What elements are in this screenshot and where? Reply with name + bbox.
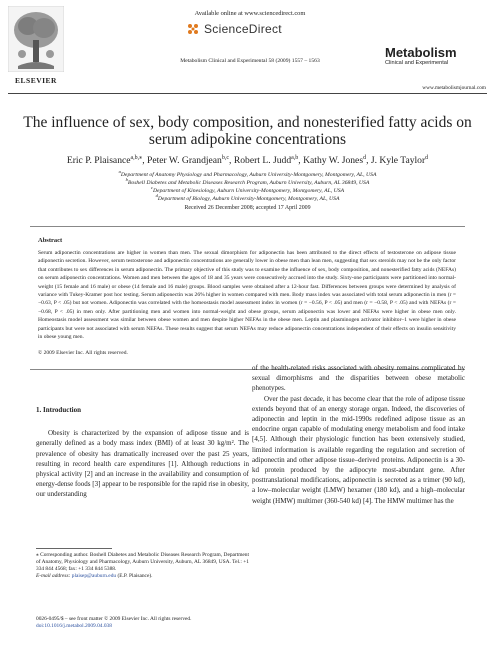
journal-citation: Metabolism Clinical and Experimental 58 (2009) 1557 – 1563 [180,58,320,64]
footnote-email-line [36,573,249,580]
corresponding-author-footnote [36,552,249,580]
author-affiliation-mark: d [425,155,429,161]
author-affiliation-mark: a,b,⁎ [130,155,143,161]
available-online-text: Available online at www.sciencedirect.com [194,10,306,17]
affiliation-mark: b [125,177,128,182]
journal-subtitle: Clinical and Experimental [385,60,449,66]
author-affiliation-mark: d [363,155,367,161]
header-divider [8,93,487,94]
author-list: Eric P. Plaisance$^{a,b,⁎}$, Peter W. Grandjean$^{b,c}$, Robert L. Judd$^{a,b}$, Kathy W. Jones$^d$, J. Kyle Taylor$^d$ [66,155,429,167]
section-heading: 1. Introduction [36,406,81,414]
intro-paragraph-continued: of the health-related risks associated with obesity remains complicated by sexual dimorphisms and the disparities between obese metabolic phenotypes. [252,364,465,393]
article-title: The influence of sex, body composition, and nonesterified fatty acids on serum adipokine concentrations [23,114,472,148]
email-link[interactable]: plaisep@auburn.edu [71,573,117,579]
affiliation [20,192,475,203]
sciencedirect-icon [186,22,200,36]
sciencedirect-logo[interactable] [186,22,326,40]
email-label: E-mail address: [36,573,71,579]
affiliation-mark: c [150,185,153,190]
sciencedirect-wordmark: ScienceDirect [204,22,282,36]
affiliation-text: Department of Anatomy Physiology and Pharmacology, Auburn University-Montgomery, Montgomery, AL, USA [120,171,377,178]
footnote-divider [36,548,112,549]
doi-link[interactable]: doi:10.1016/j.metabol.2009.04.038 [36,623,112,629]
abstract-body: Serum adiponectin concentrations are higher in women than men. The sexual dimorphism for adiponectin has been attributed to the direct effects of testosterone on adipose tissue adiponectin secretion. However, serum testosterone and adiponectin concentrations are generally lower in obese men than lean men, suggesting that sex steroids may not be the only factor that contributes to sex differences in serum adiponectin. The primary objective of this study was to examine the influence of sex, body composition, and nonesterified fatty acids (NEFAs) on serum adiponectin concentrations. Women and men between the ages of 18 and 35 years were consecutively accrued into the study. Sixty-one participants were partitioned into normal-weight (15 female and 16 male) or obese (14 female and 16 male) groups. Blood samples were obtained after a 12-hour fast. Differences between groups were determined by analysis of variance with Tukey-Kramer post hoc testing. Serum adiponectin was 26% higher in women compared with men. Body mass index was associated with total serum adiponectin in men (r = −0.63, P < .05) but not women. Adiponectin was correlated with the homeostasis model assessment index in women (r = −0.56, P < .05) and men (r = −0.58, P < .05) and with NEFAs (r = −0.68, P < .05) in men only. After partitioning men and women into normal-weight and obese groups, serum adiponectin was lower and NEFAs were higher in obese men only. Homeostasis model assessment was similar between obese women and men despite higher NEFAs in the obese men. Leptin and plasminogen activator inhibitor–1 were higher in obese participants but were not associated with serum NEFAs. These results suggest that serum NEFAs may reduce adiponectin concentrations independent of their effects on insulin sensitivity in obese young men. [38,250,456,341]
author-affiliation-mark: a,b [291,155,299,161]
abstract-top-divider [30,226,465,227]
intro-paragraph: Obesity is characterized by the expansion of adipose tissue and is generally defined as a body mass index (BMI) of at least 30 kg/m². The prevalence of obesity has dramatically increased over the past 25 years, resulting in record health care expenditures [1]. Although reductions in physical activity [2] and an increase in the availability and consumption of energy-dense foods [3] appear to be responsible for the rapid rise in obesity, our understanding [36,429,249,499]
elsevier-tree-logo [8,6,64,72]
author-name: J. Kyle Taylor [370,155,426,167]
right-column [252,363,465,506]
affiliation-mark: d [155,193,158,198]
received-dates: Received 26 December 2008; accepted 17 April 2009 [184,205,311,211]
publisher-name: ELSEVIER [15,76,57,85]
author-affiliation-mark: b,c [221,155,230,161]
journal-title: Metabolism [385,45,457,60]
abstract-copyright: © 2009 Elsevier Inc. All rights reserved. [38,350,128,356]
affiliation-text: Boshell Diabetes and Metabolic Diseases Research Program, Auburn University, Auburn, AL 36849, USA [127,179,370,186]
affiliation-mark: a [118,169,121,174]
issn-line: 0026-0495/$ – see front matter © 2009 Elsevier Inc. All rights reserved. [36,616,192,622]
affiliation-text: Department of Biology, Auburn University-Montgomery, Montgomery, AL, USA [157,195,340,202]
author-name: Robert L. Judd [233,155,292,167]
journal-url[interactable]: www.metabolismjournal.com [422,85,486,91]
affiliation-text: Department of Kinesiology, Auburn University-Montgomery, Montgomery, AL, USA [152,187,345,194]
front-matter [36,616,249,630]
author-name: Eric P. Plaisance [66,155,131,167]
author-name: Peter W. Grandjean [146,155,222,167]
abstract-heading: Abstract [38,237,63,244]
author-name: Kathy W. Jones [303,155,364,167]
email-owner: (E.P. Plaisance). [117,573,153,579]
intro-paragraph: Over the past decade, it has become clear that the role of adipose tissue extends beyond that of an energy storage organ. Indeed, the discoveries of adiponectin and leptin in the mid-1990s redefined adipose tissue as an endocrine organ capable of modulating energy metabolism and food intake [4,5]. Although their physiologic function has been extensively studied, limited information is available regarding the regulation and secretion of adiponectin and other adipose tissue–derived proteins. Adiponectin is a 30-kd protein produced by the adipocyte most-abundant gene. After posttranslational modifications, adiponectin is secreted as a trimer (90 kd), a low–molecular weight (LMW) hexamer (180 kd), and a high–molecular weight (HMW) multimer (360-540 kd) [4]. The HMW multimer has the [252,394,465,505]
footnote-text: ⁎ Corresponding author. Boshell Diabetes and Metabolic Diseases Research Program, Department of Anatomy, Physiology and Pharmacology, Auburn University, Auburn, AL 36849, USA. Tel.: +1 334 844 4568; fax: +1 334 844 5388. [36,552,249,572]
left-column [36,405,249,500]
journal-masthead [385,46,485,66]
